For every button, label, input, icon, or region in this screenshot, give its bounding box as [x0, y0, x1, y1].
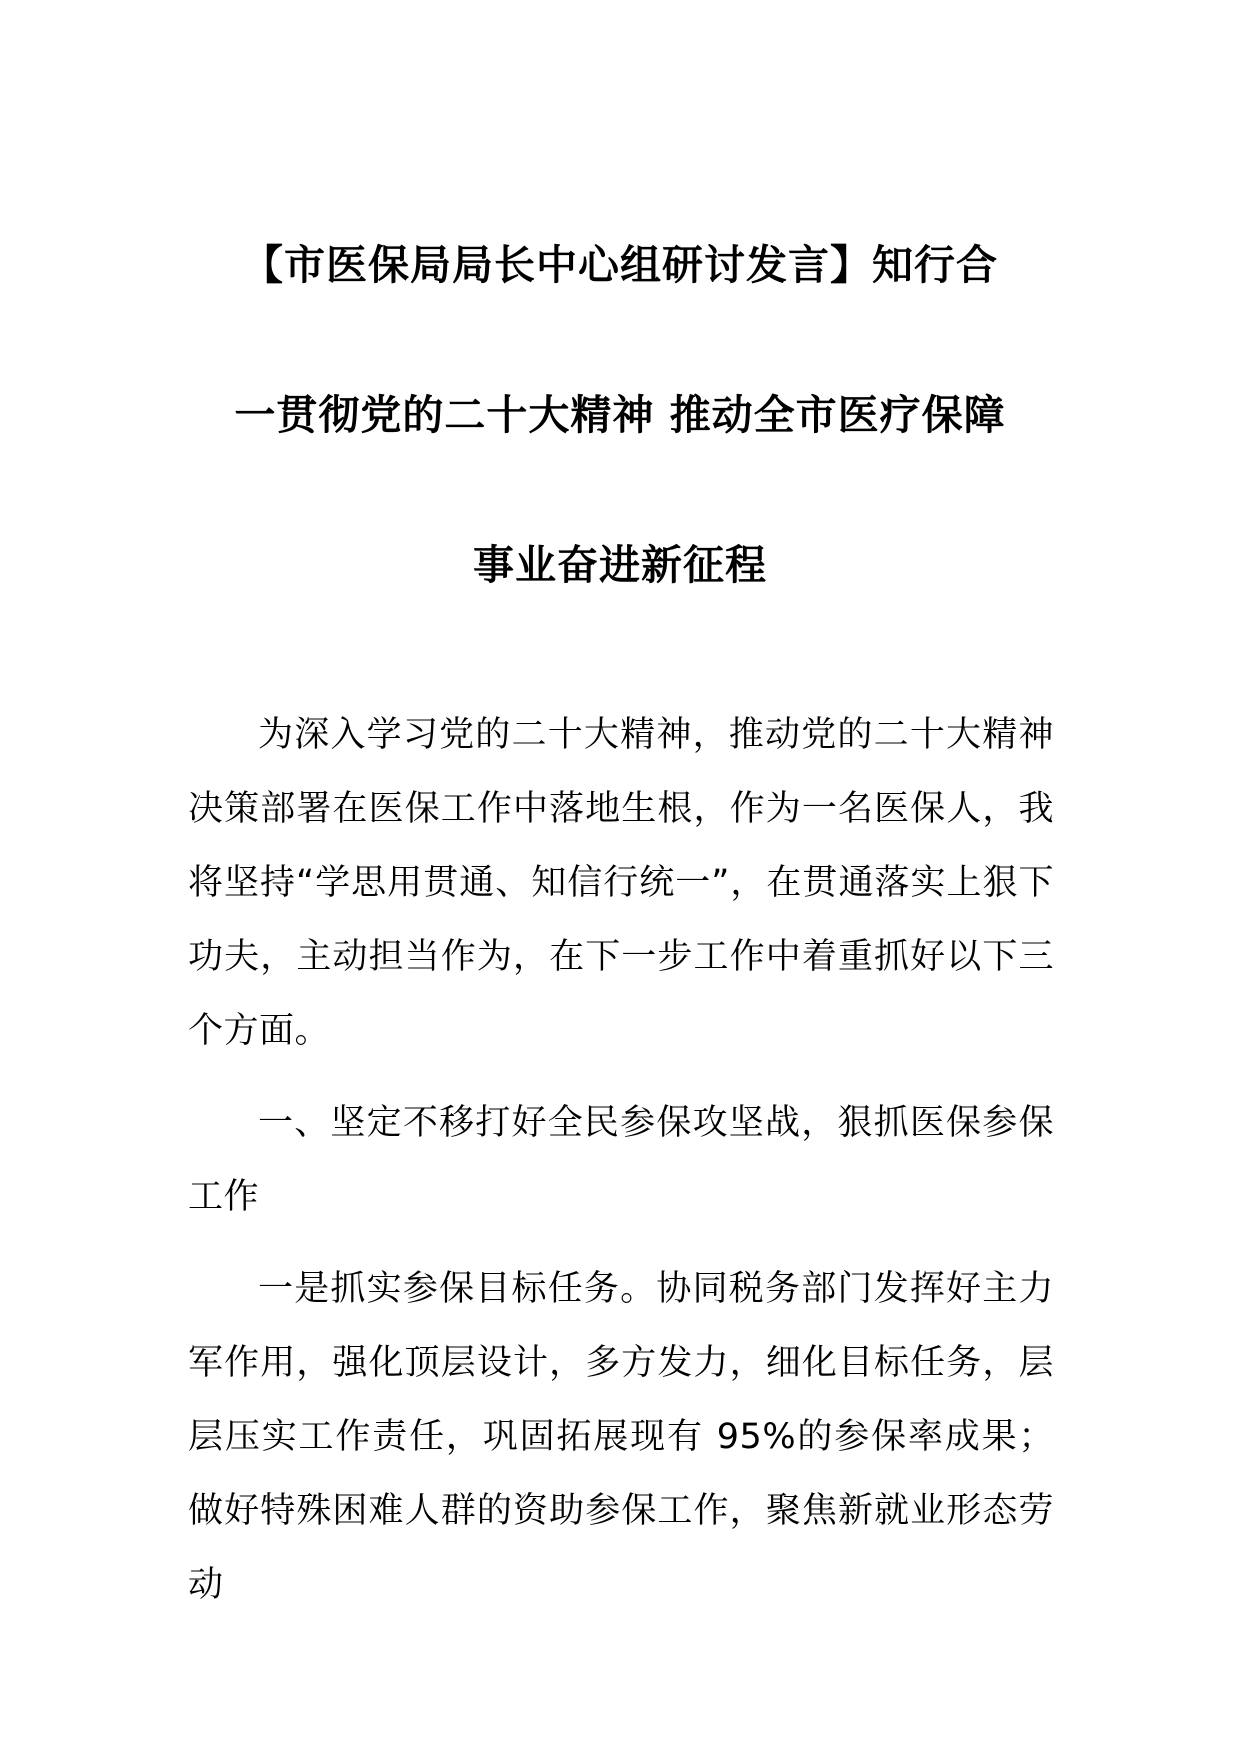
title-line-3: 事业奋进新征程 [473, 541, 767, 589]
body-paragraph-1: 一是抓实参保目标任务。协同税务部门发挥好主力军作用，强化顶层设计，多方发力，细化目标任务，层层压实工作责任，巩固拓展现有 95%的参保率成果；做好特殊困难人群的资助参保工作，聚焦新就业形态劳动 [188, 1269, 1054, 1605]
document-body [188, 698, 1054, 1640]
document-title [190, 190, 1050, 640]
title-line-2: 一贯彻党的二十大精神 推动全市医疗保障 [234, 391, 1006, 439]
title-line-1: 【市医保局局长中心组研讨发言】知行合 [242, 241, 998, 289]
section-heading-1: 一、坚定不移打好全民参保攻坚战，狠抓医保参保工作 [188, 1103, 1054, 1217]
intro-paragraph: 为深入学习党的二十大精神，推动党的二十大精神决策部署在医保工作中落地生根，作为一名医保人，我将坚持“学思用贯通、知信行统一”，在贯通落实上狠下功夫，主动担当作为，在下一步工作中着重抓好以下三个方面。 [188, 715, 1054, 1051]
